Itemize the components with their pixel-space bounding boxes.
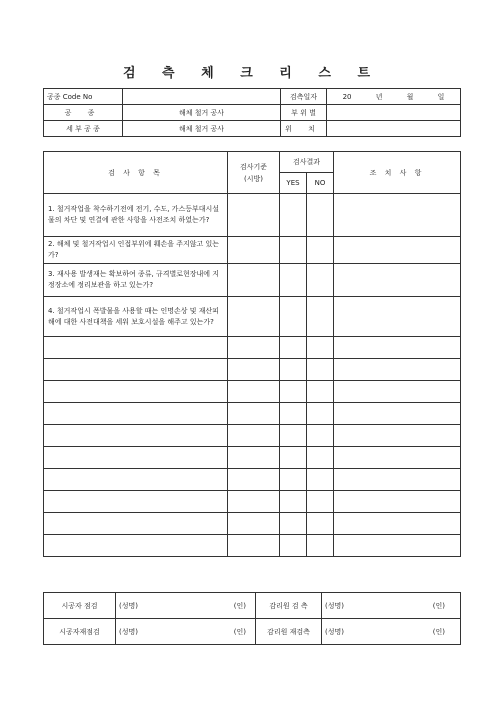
criteria-label: 검사기준 — [239, 162, 268, 171]
name-label: (성명) — [325, 627, 344, 636]
seal-label: (인) — [432, 601, 445, 610]
name-label: (성명) — [119, 627, 138, 636]
action-cell[interactable] — [334, 359, 461, 381]
no-cell[interactable] — [307, 264, 334, 297]
date-value[interactable]: 20 년 월 일 — [327, 89, 461, 105]
criteria-cell[interactable] — [228, 194, 280, 237]
gongjong-value: 해체 철거 공사 — [123, 105, 281, 121]
check-item: 4. 철거작업시 폭발물을 사용할 때는 인명손상 및 재산피해에 대한 사전대책을 세워 보호시설을 해주고 있는가? — [44, 297, 228, 337]
criteria-cell[interactable] — [228, 337, 280, 359]
no-cell[interactable] — [307, 447, 334, 469]
no-cell[interactable] — [307, 513, 334, 535]
contractor-recheck-sign[interactable] — [116, 619, 256, 645]
position-value[interactable] — [327, 121, 461, 137]
name-label: (성명) — [119, 601, 138, 610]
seal-label: (인) — [233, 601, 246, 610]
table-row — [44, 337, 461, 359]
action-cell[interactable] — [334, 403, 461, 425]
sub-gongjong-value: 해체 철거 공사 — [123, 121, 281, 137]
check-item: 2. 해체 및 철거작업시 인접부위에 훼손을 주지않고 있는가? — [44, 237, 228, 264]
check-item: 3. 재사용 발생재는 확보하여 종류, 규격별로현장내에 지정장소에 정리보관을 하고 있는가? — [44, 264, 228, 297]
col-header-yes: YES — [280, 173, 307, 194]
col-header-action: 조 치 사 항 — [334, 152, 461, 194]
position-label: 위 치 — [281, 121, 327, 137]
table-row — [44, 447, 461, 469]
criteria-cell[interactable] — [228, 359, 280, 381]
action-cell[interactable] — [334, 491, 461, 513]
location-value[interactable] — [327, 105, 461, 121]
action-cell[interactable] — [334, 337, 461, 359]
action-cell[interactable] — [334, 447, 461, 469]
no-cell[interactable] — [307, 297, 334, 337]
page-title: 검 측 체 크 리 스 트 — [122, 66, 382, 81]
code-value[interactable] — [123, 89, 281, 105]
check-item[interactable] — [44, 447, 228, 469]
gongjong-label: 공 종 — [44, 105, 123, 121]
yes-cell[interactable] — [280, 337, 307, 359]
check-item[interactable] — [44, 403, 228, 425]
seal-label: (인) — [233, 627, 246, 636]
supervisor-recheck-label: 감리원 재검측 — [256, 619, 322, 645]
criteria-sub-label: (시방) — [244, 174, 263, 183]
code-label: 공종 Code No — [44, 89, 123, 105]
yes-cell[interactable] — [280, 381, 307, 403]
no-cell[interactable] — [307, 237, 334, 264]
sub-gongjong-label: 세 부 공 종 — [44, 121, 123, 137]
criteria-cell[interactable] — [228, 491, 280, 513]
criteria-cell[interactable] — [228, 237, 280, 264]
no-cell[interactable] — [307, 381, 334, 403]
check-item[interactable] — [44, 337, 228, 359]
action-cell[interactable] — [334, 469, 461, 491]
table-row — [44, 194, 461, 237]
yes-cell[interactable] — [280, 491, 307, 513]
check-item[interactable] — [44, 425, 228, 447]
criteria-cell[interactable] — [228, 403, 280, 425]
location-label: 부 위 별 — [281, 105, 327, 121]
header-table — [43, 88, 461, 137]
yes-cell[interactable] — [280, 194, 307, 237]
yes-cell[interactable] — [280, 447, 307, 469]
date-label: 검측일자 — [281, 89, 327, 105]
table-row — [44, 237, 461, 264]
signature-table — [43, 592, 461, 645]
action-cell[interactable] — [334, 513, 461, 535]
yes-cell[interactable] — [280, 264, 307, 297]
no-cell[interactable] — [307, 491, 334, 513]
action-cell[interactable] — [334, 194, 461, 237]
col-header-item: 검 사 항 목 — [44, 152, 228, 194]
action-cell[interactable] — [334, 264, 461, 297]
table-row — [44, 264, 461, 297]
table-row — [44, 359, 461, 381]
check-item[interactable] — [44, 491, 228, 513]
table-row — [44, 297, 461, 337]
action-cell[interactable] — [334, 381, 461, 403]
supervisor-check-label: 감리원 검 측 — [256, 593, 322, 619]
action-cell[interactable] — [334, 425, 461, 447]
no-cell[interactable] — [307, 337, 334, 359]
check-item: 1. 철거작업을 착수하기전에 전기, 수도, 가스등부대시설물의 차단 및 연결에 관한 사항을 사전조치 하였는가? — [44, 194, 228, 237]
criteria-cell[interactable] — [228, 469, 280, 491]
action-cell[interactable] — [334, 535, 461, 557]
action-cell[interactable] — [334, 297, 461, 337]
col-header-criteria — [228, 152, 280, 194]
table-row — [44, 425, 461, 447]
check-item[interactable] — [44, 535, 228, 557]
check-item[interactable] — [44, 359, 228, 381]
no-cell[interactable] — [307, 194, 334, 237]
yes-cell[interactable] — [280, 513, 307, 535]
table-row — [44, 469, 461, 491]
seal-label: (인) — [432, 627, 445, 636]
criteria-cell[interactable] — [228, 425, 280, 447]
check-item[interactable] — [44, 513, 228, 535]
yes-cell[interactable] — [280, 297, 307, 337]
table-row — [44, 403, 461, 425]
contractor-check-label: 시공자 점검 — [44, 593, 116, 619]
yes-cell[interactable] — [280, 403, 307, 425]
check-item[interactable] — [44, 381, 228, 403]
table-row — [44, 491, 461, 513]
col-header-no: NO — [307, 173, 334, 194]
table-row — [44, 513, 461, 535]
action-cell[interactable] — [334, 237, 461, 264]
yes-cell[interactable] — [280, 425, 307, 447]
criteria-cell[interactable] — [228, 447, 280, 469]
supervisor-recheck-sign[interactable] — [322, 619, 461, 645]
yes-cell[interactable] — [280, 237, 307, 264]
name-label: (성명) — [325, 601, 344, 610]
no-cell[interactable] — [307, 469, 334, 491]
yes-cell[interactable] — [280, 359, 307, 381]
no-cell[interactable] — [307, 359, 334, 381]
criteria-cell[interactable] — [228, 381, 280, 403]
criteria-cell[interactable] — [228, 535, 280, 557]
checklist-table — [43, 151, 461, 557]
yes-cell[interactable] — [280, 535, 307, 557]
criteria-cell[interactable] — [228, 513, 280, 535]
no-cell[interactable] — [307, 535, 334, 557]
contractor-recheck-label: 시공자재점검 — [44, 619, 116, 645]
col-header-result: 검사결과 — [280, 152, 334, 173]
no-cell[interactable] — [307, 403, 334, 425]
contractor-check-sign[interactable] — [116, 593, 256, 619]
criteria-cell[interactable] — [228, 264, 280, 297]
table-row — [44, 535, 461, 557]
no-cell[interactable] — [307, 425, 334, 447]
check-item[interactable] — [44, 469, 228, 491]
table-row — [44, 381, 461, 403]
supervisor-check-sign[interactable] — [322, 593, 461, 619]
yes-cell[interactable] — [280, 469, 307, 491]
criteria-cell[interactable] — [228, 297, 280, 337]
